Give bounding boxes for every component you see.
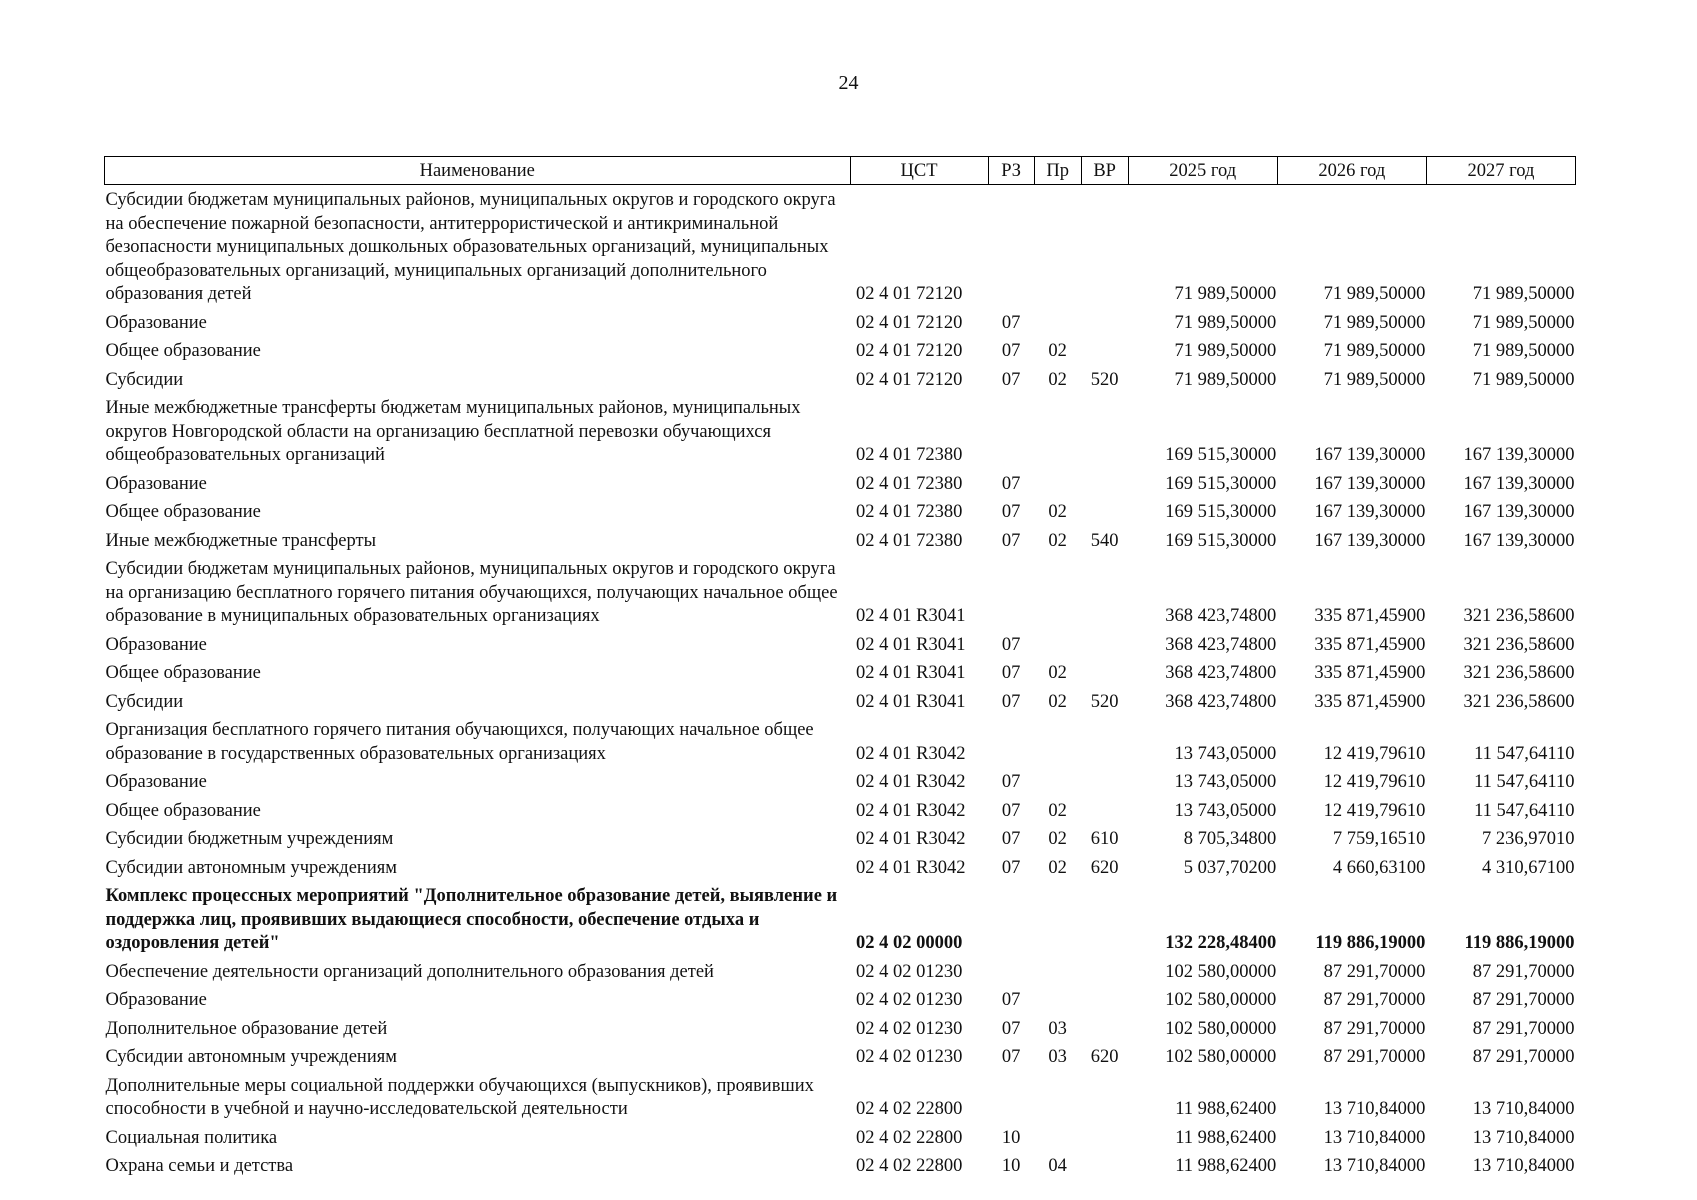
cell-2026: 4 660,63100	[1332, 857, 1426, 878]
cell-2025: 132 228,48400	[1165, 933, 1277, 953]
cell-2025: 11 988,62400	[1175, 1127, 1277, 1148]
cell-vr	[1081, 469, 1128, 498]
cell-2025: 71 989,50000	[1174, 312, 1277, 333]
table-row	[105, 1123, 1576, 1152]
cell-2025: 368 423,74800	[1165, 663, 1277, 683]
cell-pr	[1034, 185, 1081, 308]
cell-vr	[1081, 957, 1128, 986]
table-row	[105, 393, 1576, 469]
cell-cst: 02 4 02 01230	[856, 961, 963, 982]
cell-2027: 321 236,58600	[1463, 691, 1575, 712]
cell-2026: 87 291,70000	[1323, 990, 1426, 1010]
table-body	[105, 185, 1576, 1180]
cell-rz: 07	[1001, 990, 1021, 1010]
cell-2027: 71 989,50000	[1472, 284, 1575, 304]
cell-vr: 520	[1090, 691, 1119, 712]
cell-2027: 87 291,70000	[1472, 1047, 1575, 1067]
cell-rz: 07	[1001, 502, 1021, 522]
table-row	[105, 1014, 1576, 1043]
cell-vr: 620	[1090, 1047, 1119, 1067]
cell-2027: 119 886,19000	[1464, 933, 1575, 953]
table-row	[105, 715, 1576, 767]
cell-2027: 167 139,30000	[1463, 530, 1575, 551]
cell-name: Социальная политика	[105, 1127, 278, 1148]
cell-pr: 02	[1048, 691, 1067, 712]
cell-2026: 13 710,84000	[1323, 1099, 1426, 1119]
cell-vr	[1081, 185, 1128, 308]
cell-rz	[988, 393, 1034, 469]
cell-cst: 02 4 02 00000	[856, 933, 963, 953]
cell-vr	[1081, 1071, 1128, 1123]
cell-2027: 13 710,84000	[1472, 1127, 1575, 1148]
cell-2026: 335 871,45900	[1314, 634, 1426, 655]
header-name: Наименование	[105, 157, 851, 185]
header-rz: РЗ	[988, 157, 1034, 185]
cell-2027: 7 236,97010	[1482, 829, 1575, 849]
table-row	[105, 824, 1576, 853]
cell-name: Охрана семьи и детства	[105, 1156, 294, 1176]
cell-pr	[1034, 1071, 1081, 1123]
cell-2026: 71 989,50000	[1323, 369, 1426, 390]
cell-vr	[1081, 497, 1128, 526]
header-pr: Пр	[1034, 157, 1081, 185]
cell-pr: 02	[1048, 663, 1067, 683]
cell-2026: 87 291,70000	[1323, 1047, 1426, 1067]
cell-pr	[1034, 881, 1081, 957]
table-row	[105, 853, 1576, 882]
cell-cst: 02 4 01 R3042	[856, 743, 966, 764]
cell-vr	[1081, 336, 1128, 365]
cell-name: Иные межбюджетные трансферты бюджетам муниципальных районов, муниципальных округов Новгородской области на организацию бесплатной перевозки обучающихся общеобразовательных организаций	[105, 398, 801, 465]
cell-rz: 07	[1001, 857, 1021, 878]
cell-rz: 07	[1001, 663, 1021, 683]
cell-2026: 167 139,30000	[1314, 502, 1426, 522]
cell-2025: 368 423,74800	[1165, 691, 1277, 712]
cell-vr: 620	[1090, 857, 1119, 878]
cell-cst: 02 4 01 R3042	[856, 800, 966, 821]
cell-cst: 02 4 01 72380	[856, 473, 963, 494]
cell-2027: 87 291,70000	[1472, 961, 1575, 982]
cell-cst: 02 4 01 72120	[856, 312, 963, 333]
cell-cst: 02 4 01 72380	[856, 445, 963, 465]
budget-table	[104, 156, 1576, 1180]
cell-2025: 102 580,00000	[1165, 990, 1277, 1010]
cell-2027: 71 989,50000	[1472, 341, 1575, 361]
cell-vr: 610	[1090, 829, 1119, 849]
table-row	[105, 185, 1576, 308]
cell-2026: 12 419,79610	[1323, 743, 1426, 764]
cell-2027: 11 547,64110	[1474, 772, 1575, 792]
cell-2025: 71 989,50000	[1174, 369, 1277, 390]
table-row	[105, 985, 1576, 1014]
cell-2025: 102 580,00000	[1165, 1018, 1277, 1039]
cell-2025: 5 037,70200	[1183, 857, 1277, 878]
cell-2025: 13 743,05000	[1174, 772, 1277, 792]
cell-rz: 10	[1001, 1156, 1021, 1176]
cell-name: Дополнительные меры социальной поддержки обучающихся (выпускников), проявивших способности в учебной и научно-исследовательской деятельности	[105, 1075, 814, 1119]
cell-name: Субсидии автономным учреждениям	[105, 857, 397, 878]
cell-2026: 12 419,79610	[1323, 800, 1426, 821]
cell-name: Комплекс процессных мероприятий "Дополнительное образование детей, выявление и поддержка лиц, проявивших выдающиеся способности, обеспечение отдыха и оздоровления детей"	[105, 886, 838, 953]
cell-cst: 02 4 02 22800	[856, 1099, 963, 1119]
cell-2027: 4 310,67100	[1482, 857, 1575, 878]
cell-rz: 07	[1001, 1018, 1021, 1039]
cell-pr: 02	[1048, 341, 1067, 361]
cell-2027: 13 710,84000	[1472, 1156, 1575, 1176]
cell-name: Иные межбюджетные трансферты	[105, 530, 377, 551]
cell-pr: 02	[1048, 829, 1067, 849]
cell-2025: 169 515,30000	[1165, 530, 1277, 551]
cell-name: Обеспечение деятельности организаций дополнительного образования детей	[105, 961, 714, 982]
cell-2026: 71 989,50000	[1323, 312, 1426, 333]
cell-2027: 321 236,58600	[1463, 634, 1575, 655]
cell-rz	[988, 715, 1034, 767]
table-row	[105, 554, 1576, 630]
cell-name: Образование	[105, 473, 207, 494]
cell-2027: 13 710,84000	[1472, 1099, 1575, 1119]
header-vr: ВР	[1081, 157, 1128, 185]
cell-name: Общее образование	[105, 502, 261, 522]
cell-rz	[988, 881, 1034, 957]
cell-2027: 321 236,58600	[1463, 606, 1575, 626]
cell-2026: 167 139,30000	[1314, 473, 1426, 494]
cell-2025: 368 423,74800	[1165, 634, 1277, 655]
cell-2026: 13 710,84000	[1323, 1127, 1426, 1148]
cell-vr	[1081, 796, 1128, 825]
table-row	[105, 957, 1576, 986]
cell-pr	[1034, 469, 1081, 498]
cell-name: Образование	[105, 312, 207, 333]
cell-2027: 87 291,70000	[1472, 1018, 1575, 1039]
cell-2027: 167 139,30000	[1463, 473, 1575, 494]
cell-2027: 11 547,64110	[1474, 800, 1575, 821]
cell-2026: 119 886,19000	[1315, 933, 1426, 953]
cell-2025: 102 580,00000	[1165, 961, 1277, 982]
cell-vr: 540	[1090, 530, 1119, 551]
cell-name: Организация бесплатного горячего питания обучающихся, получающих начальное общее образование в государственных образовательных организациях	[105, 720, 814, 764]
table-row	[105, 796, 1576, 825]
cell-2026: 71 989,50000	[1323, 284, 1426, 304]
cell-name: Образование	[105, 990, 207, 1010]
cell-cst: 02 4 02 01230	[856, 1018, 963, 1039]
table-row	[105, 1042, 1576, 1071]
cell-pr	[1034, 308, 1081, 337]
cell-2026: 12 419,79610	[1323, 772, 1426, 792]
cell-2025: 8 705,34800	[1183, 829, 1277, 849]
cell-cst: 02 4 02 22800	[856, 1127, 963, 1148]
table-row	[105, 1071, 1576, 1123]
cell-vr	[1081, 767, 1128, 796]
cell-vr	[1081, 1014, 1128, 1043]
cell-vr	[1081, 393, 1128, 469]
cell-cst: 02 4 01 R3042	[856, 829, 966, 849]
cell-vr: 520	[1090, 369, 1119, 390]
cell-pr	[1034, 393, 1081, 469]
cell-rz: 07	[1001, 772, 1021, 792]
cell-name: Образование	[105, 634, 207, 655]
cell-2026: 335 871,45900	[1314, 606, 1426, 626]
cell-2026: 71 989,50000	[1323, 341, 1426, 361]
cell-name: Субсидии бюджетам муниципальных районов, муниципальных округов и городского округа на обеспечение пожарной безопасности, антитеррористической и антикриминальной безопасности муниципальных дошкольных образовательных организаций, муниципальных общеобразовательных организаций, муниципальных организаций дополнительного образования детей	[105, 190, 836, 304]
cell-pr	[1034, 1123, 1081, 1152]
cell-2025: 13 743,05000	[1174, 743, 1277, 764]
table-row	[105, 336, 1576, 365]
cell-rz: 07	[1001, 530, 1021, 551]
cell-cst: 02 4 01 R3041	[856, 606, 966, 626]
cell-rz	[988, 957, 1034, 986]
cell-2027: 167 139,30000	[1463, 502, 1575, 522]
header-2026: 2026 год	[1277, 157, 1426, 185]
cell-name: Дополнительное образование детей	[105, 1018, 388, 1039]
cell-rz: 07	[1001, 1047, 1021, 1067]
cell-rz: 07	[1001, 312, 1021, 333]
cell-2027: 167 139,30000	[1463, 445, 1575, 465]
cell-pr	[1034, 715, 1081, 767]
cell-pr: 04	[1048, 1156, 1067, 1176]
table-row	[105, 308, 1576, 337]
header-cst: ЦСТ	[850, 157, 988, 185]
table-row	[105, 497, 1576, 526]
table-row	[105, 630, 1576, 659]
cell-cst: 02 4 02 01230	[856, 990, 963, 1010]
cell-cst: 02 4 01 72380	[856, 502, 963, 522]
cell-pr	[1034, 554, 1081, 630]
cell-2025: 169 515,30000	[1165, 473, 1277, 494]
cell-cst: 02 4 02 22800	[856, 1156, 963, 1176]
cell-2027: 321 236,58600	[1463, 663, 1575, 683]
cell-name: Общее образование	[105, 341, 261, 361]
cell-2027: 11 547,64110	[1474, 743, 1575, 764]
cell-rz: 10	[1001, 1127, 1021, 1148]
cell-pr	[1034, 957, 1081, 986]
cell-vr	[1081, 715, 1128, 767]
table-row	[105, 469, 1576, 498]
cell-pr	[1034, 985, 1081, 1014]
cell-rz: 07	[1001, 369, 1021, 390]
cell-pr: 02	[1048, 800, 1067, 821]
cell-cst: 02 4 01 R3042	[856, 857, 966, 878]
cell-pr: 02	[1048, 857, 1067, 878]
table-row	[105, 881, 1576, 957]
cell-2026: 87 291,70000	[1323, 1018, 1426, 1039]
cell-name: Субсидии	[105, 369, 184, 390]
cell-name: Общее образование	[105, 800, 261, 821]
cell-2026: 167 139,30000	[1314, 445, 1426, 465]
header-2025: 2025 год	[1128, 157, 1277, 185]
cell-2027: 71 989,50000	[1472, 369, 1575, 390]
cell-cst: 02 4 01 72120	[856, 369, 963, 390]
cell-rz: 07	[1001, 473, 1021, 494]
cell-2025: 102 580,00000	[1165, 1047, 1277, 1067]
header-row	[105, 157, 1576, 185]
cell-2026: 167 139,30000	[1314, 530, 1426, 551]
cell-cst: 02 4 01 72120	[856, 284, 963, 304]
cell-2025: 11 988,62400	[1175, 1156, 1277, 1176]
cell-2027: 71 989,50000	[1472, 312, 1575, 333]
cell-cst: 02 4 01 R3041	[856, 634, 966, 655]
cell-rz: 07	[1001, 800, 1021, 821]
cell-name: Образование	[105, 772, 207, 792]
cell-vr	[1081, 630, 1128, 659]
cell-rz: 07	[1001, 691, 1021, 712]
cell-2026: 335 871,45900	[1314, 663, 1426, 683]
cell-name: Субсидии бюджетам муниципальных районов, муниципальных округов и городского округа на организацию бесплатного горячего питания обучающихся, получающих начальное общее образование в муниципальных образовательных организациях	[105, 559, 838, 626]
cell-name: Общее образование	[105, 663, 261, 683]
cell-pr: 03	[1048, 1018, 1067, 1039]
page-number: 24	[838, 72, 859, 94]
cell-rz	[988, 1071, 1034, 1123]
cell-2025: 368 423,74800	[1165, 606, 1277, 626]
cell-name: Субсидии автономным учреждениям	[105, 1047, 397, 1067]
cell-vr	[1081, 554, 1128, 630]
cell-rz: 07	[1001, 341, 1021, 361]
cell-name: Субсидии	[105, 691, 184, 712]
cell-pr: 03	[1048, 1047, 1067, 1067]
cell-2025: 169 515,30000	[1165, 502, 1277, 522]
cell-2026: 13 710,84000	[1323, 1156, 1426, 1176]
cell-pr: 02	[1048, 369, 1067, 390]
cell-2025: 11 988,62400	[1175, 1099, 1277, 1119]
cell-2025: 13 743,05000	[1174, 800, 1277, 821]
cell-vr	[1081, 985, 1128, 1014]
cell-vr	[1081, 1151, 1128, 1180]
table-row	[105, 658, 1576, 687]
cell-rz: 07	[1001, 634, 1021, 655]
cell-vr	[1081, 1123, 1128, 1152]
cell-cst: 02 4 01 R3041	[856, 691, 966, 712]
table-row	[105, 365, 1576, 394]
table-header	[105, 157, 1576, 185]
cell-2027: 87 291,70000	[1472, 990, 1575, 1010]
cell-2025: 169 515,30000	[1165, 445, 1277, 465]
cell-name: Субсидии бюджетным учреждениям	[105, 829, 394, 849]
cell-cst: 02 4 01 R3042	[856, 772, 966, 792]
header-2027: 2027 год	[1426, 157, 1575, 185]
cell-2026: 7 759,16510	[1332, 829, 1426, 849]
cell-cst: 02 4 01 R3041	[856, 663, 966, 683]
cell-vr	[1081, 658, 1128, 687]
cell-pr: 02	[1048, 530, 1067, 551]
cell-rz	[988, 185, 1034, 308]
cell-pr	[1034, 767, 1081, 796]
cell-2026: 335 871,45900	[1314, 691, 1426, 712]
table-row	[105, 526, 1576, 555]
cell-vr	[1081, 308, 1128, 337]
cell-vr	[1081, 881, 1128, 957]
cell-2026: 87 291,70000	[1323, 961, 1426, 982]
cell-rz	[988, 554, 1034, 630]
table-row	[105, 1151, 1576, 1180]
cell-cst: 02 4 01 72120	[856, 341, 963, 361]
cell-cst: 02 4 02 01230	[856, 1047, 963, 1067]
cell-pr	[1034, 630, 1081, 659]
cell-cst: 02 4 01 72380	[856, 530, 963, 551]
cell-2025: 71 989,50000	[1174, 284, 1277, 304]
table-row	[105, 687, 1576, 716]
cell-2025: 71 989,50000	[1174, 341, 1277, 361]
table-row	[105, 767, 1576, 796]
cell-pr: 02	[1048, 502, 1067, 522]
cell-rz: 07	[1001, 829, 1021, 849]
